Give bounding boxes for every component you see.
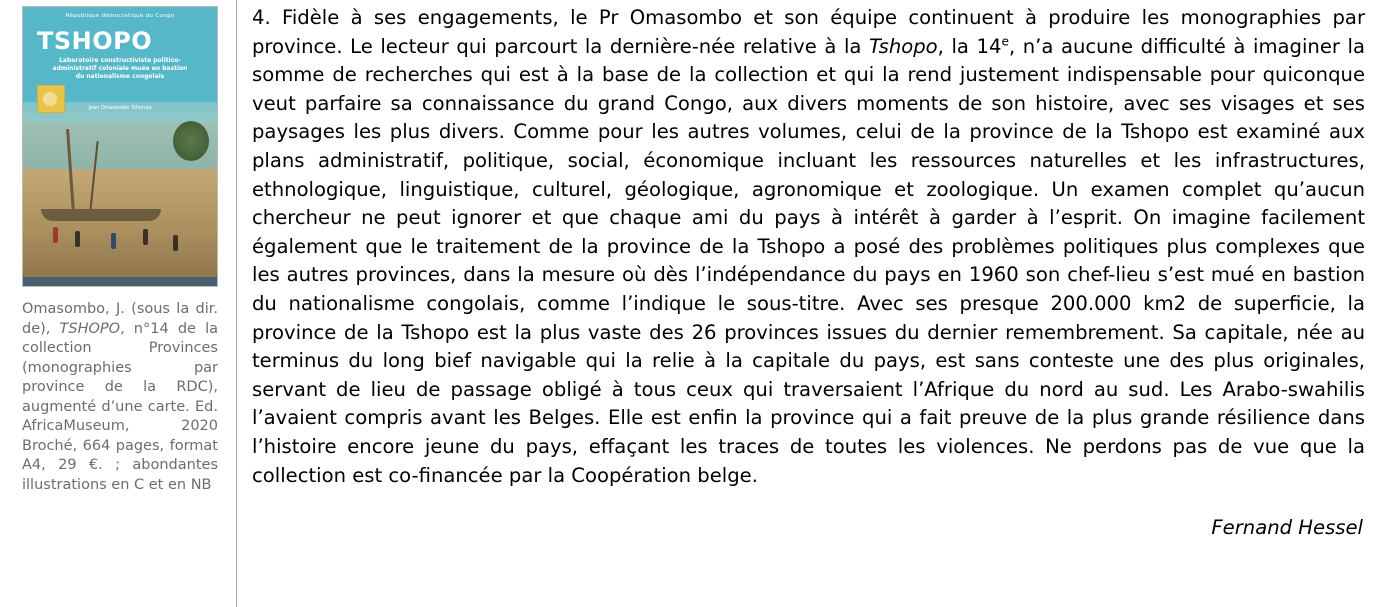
paragraph-text-after-italic-1: , la 14 <box>937 34 1002 58</box>
caption-part-2: , n°14 de la collection Provinces (monographies par province de la RDC), augmenté d’une carte. Ed. AfricaMuseum, 2020 Broché, 664 pages, format A4, 29 €. ; abondantes illustrations en C et en NB <box>22 320 218 493</box>
caption-title-italic: TSHOPO <box>59 320 121 337</box>
scene-person <box>143 229 148 245</box>
cover-photo-scene <box>23 123 217 286</box>
book-title-italic: Tshopo <box>868 34 938 58</box>
book-cover-image <box>22 6 218 287</box>
cover-subtitle: Laboratoire constructiviste politico-administratif coloniale muée en bastion du nationalisme congolais <box>52 57 188 80</box>
cover-title: TSHOPO <box>37 27 153 55</box>
scene-person <box>111 233 116 249</box>
cover-footer-bar <box>23 277 217 286</box>
paragraph-number: 4. <box>252 6 271 29</box>
image-caption <box>22 300 218 495</box>
caption-part-1: Omasombo, J. (sous la dir. de), <box>22 301 218 337</box>
cover-country-line: République démocratique du Congo <box>65 13 175 19</box>
paragraph-text-before-italic: Fidèle à ses engagements, le Pr Omasombo et son équipe continuent à produire les monographies par province. Le lecteur qui parcourt la dernière-née relative à la <box>252 6 1365 58</box>
cover-author: Jean Omasombo Tshonda <box>88 105 152 111</box>
article-paragraph <box>252 4 1365 490</box>
scene-person <box>173 235 178 251</box>
left-column <box>22 6 222 495</box>
paragraph-text-after-italic-2: , n’a aucune difficulté à imaginer la somme de recherches qui est à la base de la collection et qui la rend justement indispensable pour quiconque veut parfaire sa connaissance du grand Congo, aux divers moments de son histoire, avec ses visages et ses paysages les plus divers. Comme pour les autres volumes, celui de la province de la Tshopo est examiné aux plans administratif, politique, social, économique incluant les ressources naturelles et les infrastructures, ethnologique, linguistique, culturel, géologique, agronomique et zoologique. Un examen complet qu’aucun chercheur ne peut ignorer et que chaque ami du pays à intérêt à garder à l’esprit. On imagine facilement également que le traitement de la province de la Tshopo a posé des problèmes politiques plus complexes que les autres provinces, dans la mesure où dès l’indépendance du pays en 1960 son chef-lieu s’est mué en bastion du nationalisme congolais, comme l’indique le sous-titre. Avec ses presque 200.000 km2 de superficie, la province de la Tshopo est la plus vaste des 26 provinces issues du dernier remembrement. Sa capitale, née au terminus du long bief navigable qui la relie à la capitale du pays, est sans conteste une des plus originales, servant de lieu de passage obligé à tous ceux qui traversaient l’Afrique du nord au sud. Les Arabo-swahilis l’avaient compris avant les Belges. Elle est enfin la province qui a fait preuve de la plus grande résilience dans l’histoire encore jeune du pays, effaçant les traces de toutes les violences. Ne perdons pas de vue que la collection est co-financée par la Coopération belge. <box>252 34 1365 487</box>
scene-tree <box>173 121 209 161</box>
scene-person <box>75 231 80 247</box>
author-signature: Fernand Hessel <box>1211 516 1363 540</box>
column-divider <box>236 0 237 607</box>
ordinal-superscript: e <box>1001 34 1009 49</box>
scene-boat <box>41 209 161 221</box>
right-column <box>252 4 1365 539</box>
scene-person <box>53 227 58 243</box>
